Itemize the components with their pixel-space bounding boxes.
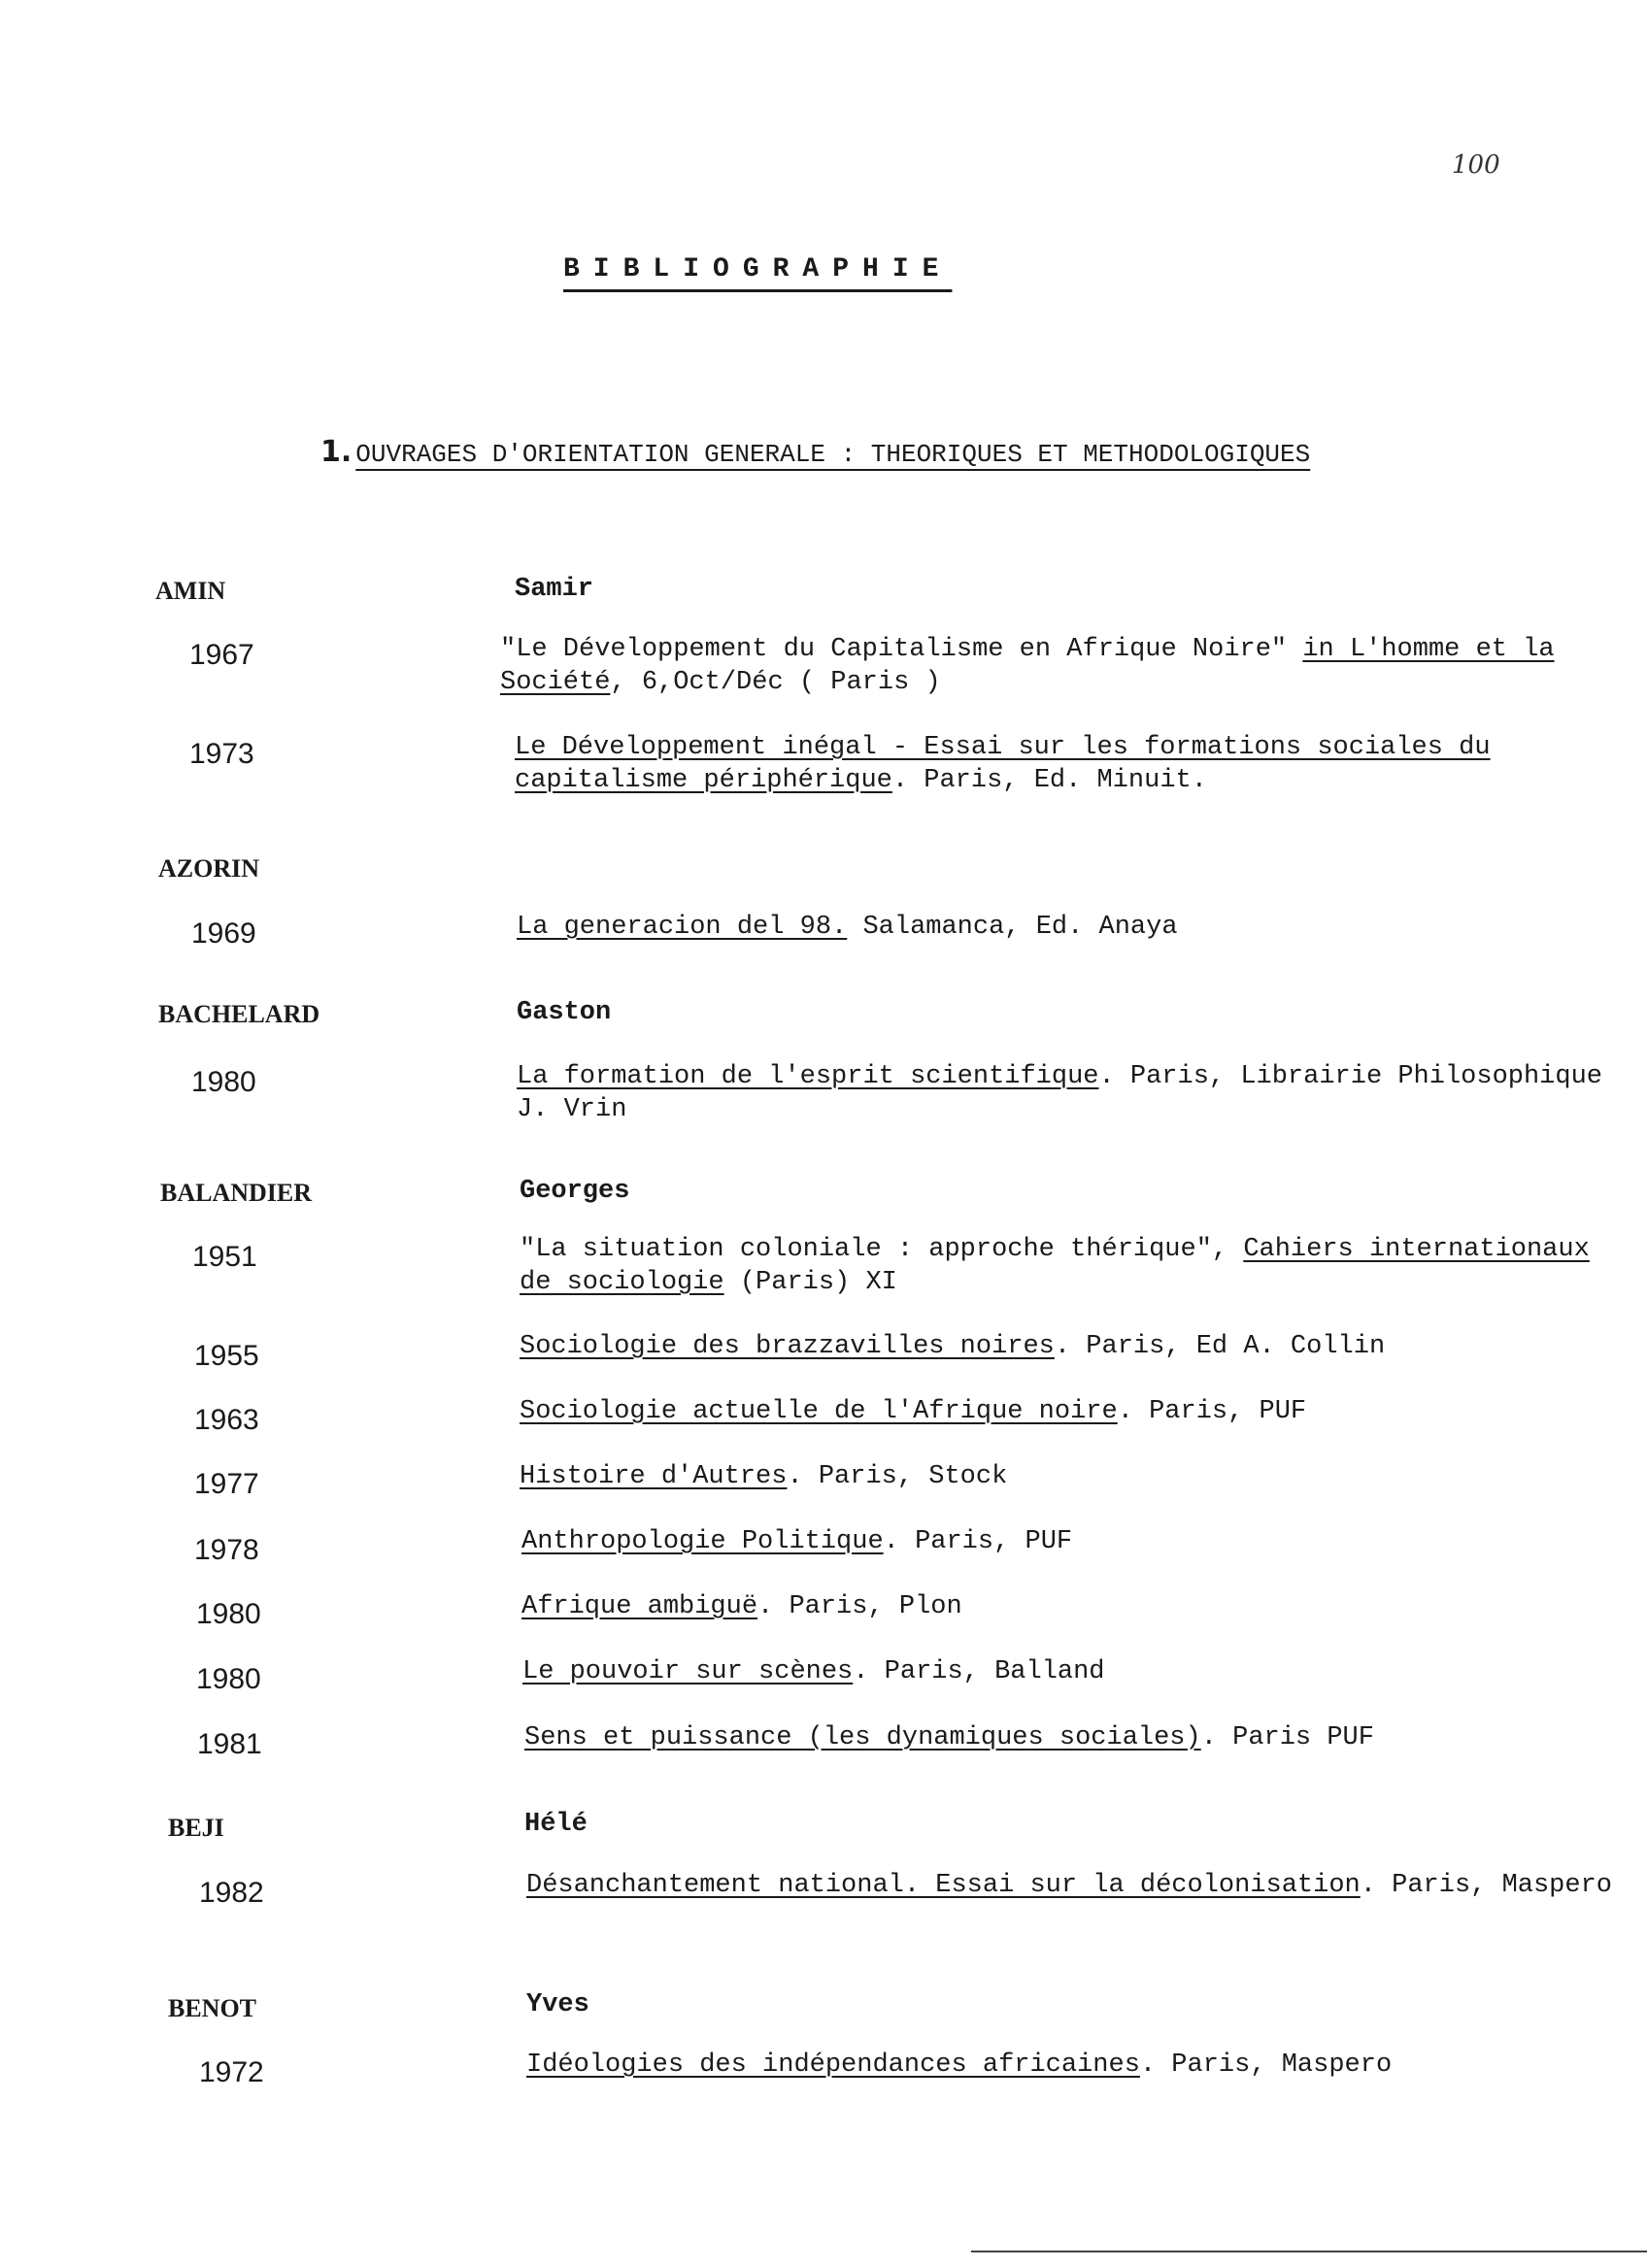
section-number: 1.	[320, 435, 353, 469]
entry-publication: . Paris, Balland	[853, 1657, 1105, 1686]
bibliography-entry	[526, 2049, 1624, 2082]
entry-publication: . Paris, PUF	[883, 1527, 1073, 1556]
entry-year: 1963	[194, 1404, 259, 1436]
entry-publication: Salamanca, Ed. Anaya	[847, 913, 1178, 942]
entry-publication: . Paris, Ed. Minuit.	[891, 766, 1207, 795]
entry-year: 1980	[196, 1663, 261, 1695]
bibliography-entry	[520, 1330, 1617, 1363]
entry-title: Sociologie actuelle de l'Afrique noire	[520, 1397, 1118, 1426]
author-name: AZORIN	[158, 854, 260, 883]
bibliography-entry	[520, 1233, 1617, 1299]
bibliography-entry	[524, 1721, 1622, 1754]
entry-year: 1982	[199, 1877, 264, 1909]
entry-title: Cahiers internationaux de sociologie	[520, 1235, 1590, 1297]
author-name: AMIN	[155, 577, 226, 605]
bibliography-entry	[526, 1869, 1624, 1902]
entry-title: Anthropologie Politique	[521, 1527, 884, 1556]
entry-title: Afrique ambiguë	[521, 1592, 758, 1621]
entry-year: 1973	[189, 738, 254, 770]
entry-publication: . Paris, Maspero	[1360, 1871, 1612, 1900]
page-number: 100	[1452, 150, 1500, 180]
author-given-name: Yves	[526, 1990, 589, 2019]
section-heading	[320, 435, 1310, 469]
bibliography-entry	[500, 633, 1597, 699]
entry-year: 1977	[194, 1468, 259, 1500]
page-edge-line	[971, 2251, 1647, 2252]
entry-text: "Le Développement du Capitalisme en Afrique Noire"	[500, 635, 1303, 664]
author-given-name: Hélé	[524, 1810, 588, 1839]
author-name: BEJI	[168, 1814, 224, 1842]
entry-year: 1978	[194, 1534, 259, 1566]
entry-year: 1981	[197, 1728, 262, 1760]
entry-year: 1969	[191, 917, 256, 950]
entry-title: Le pouvoir sur scènes	[522, 1657, 854, 1686]
entry-title: Désanchantement national. Essai sur la décolonisation	[526, 1871, 1361, 1900]
entry-year: 1967	[189, 639, 254, 671]
entry-title: La generacion del 98.	[517, 913, 848, 942]
author-given-name: Gaston	[517, 998, 612, 1027]
entry-text: "La situation coloniale : approche thérique",	[520, 1235, 1244, 1264]
entry-publication: . Paris, PUF	[1117, 1397, 1307, 1426]
entry-title: Sociologie des brazzavilles noires	[520, 1332, 1055, 1361]
bibliography-entry	[521, 1590, 1619, 1623]
author-name: BALANDIER	[160, 1179, 313, 1207]
author-given-name: Georges	[520, 1177, 630, 1206]
bibliography-entry	[520, 1395, 1617, 1428]
entry-year: 1980	[191, 1066, 256, 1098]
entry-year: 1972	[199, 2056, 264, 2088]
page-title: BIBLIOGRAPHIE	[563, 254, 953, 284]
entry-publication: . Paris PUF	[1200, 1723, 1374, 1752]
entry-title: Idéologies des indépendances africaines	[526, 2051, 1140, 2080]
entry-year: 1955	[194, 1340, 259, 1372]
entry-title: La formation de l'esprit scientifique	[517, 1062, 1099, 1091]
bibliography-entry	[517, 1060, 1614, 1126]
entry-title: in L'homme et la Société	[500, 635, 1555, 697]
entry-publication: , 6,Oct/Déc ( Paris )	[610, 668, 941, 697]
bibliography-entry	[517, 911, 1614, 944]
bibliography-entry	[520, 1460, 1617, 1493]
bibliography-entry	[522, 1655, 1620, 1688]
author-name: BENOT	[168, 1994, 257, 2022]
bibliography-entry	[521, 1525, 1619, 1558]
entry-publication: . Paris, Plon	[757, 1592, 962, 1621]
entry-year: 1951	[192, 1241, 257, 1273]
entry-title: Histoire d'Autres	[520, 1462, 788, 1491]
entry-publication: . Paris, Librairie Philosophique J. Vrin	[517, 1062, 1602, 1124]
bibliography-entry	[515, 731, 1612, 797]
entry-publication: . Paris, Ed A. Collin	[1054, 1332, 1386, 1361]
author-given-name: Samir	[515, 575, 594, 604]
entry-year: 1980	[196, 1598, 261, 1630]
entry-publication: . Paris, Stock	[787, 1462, 1008, 1491]
section-title: OUVRAGES D'ORIENTATION GENERALE : THEORIQUES ET METHODOLOGIQUES	[355, 440, 1311, 469]
entry-publication: . Paris, Maspero	[1139, 2051, 1393, 2080]
entry-title: Sens et puissance (les dynamiques sociales)	[524, 1723, 1201, 1752]
author-name: BACHELARD	[158, 1000, 320, 1028]
entry-publication: (Paris) XI	[723, 1268, 897, 1297]
entry-title: Le Développement inégal - Essai sur les formations sociales du capitalisme périphérique	[515, 733, 1491, 795]
